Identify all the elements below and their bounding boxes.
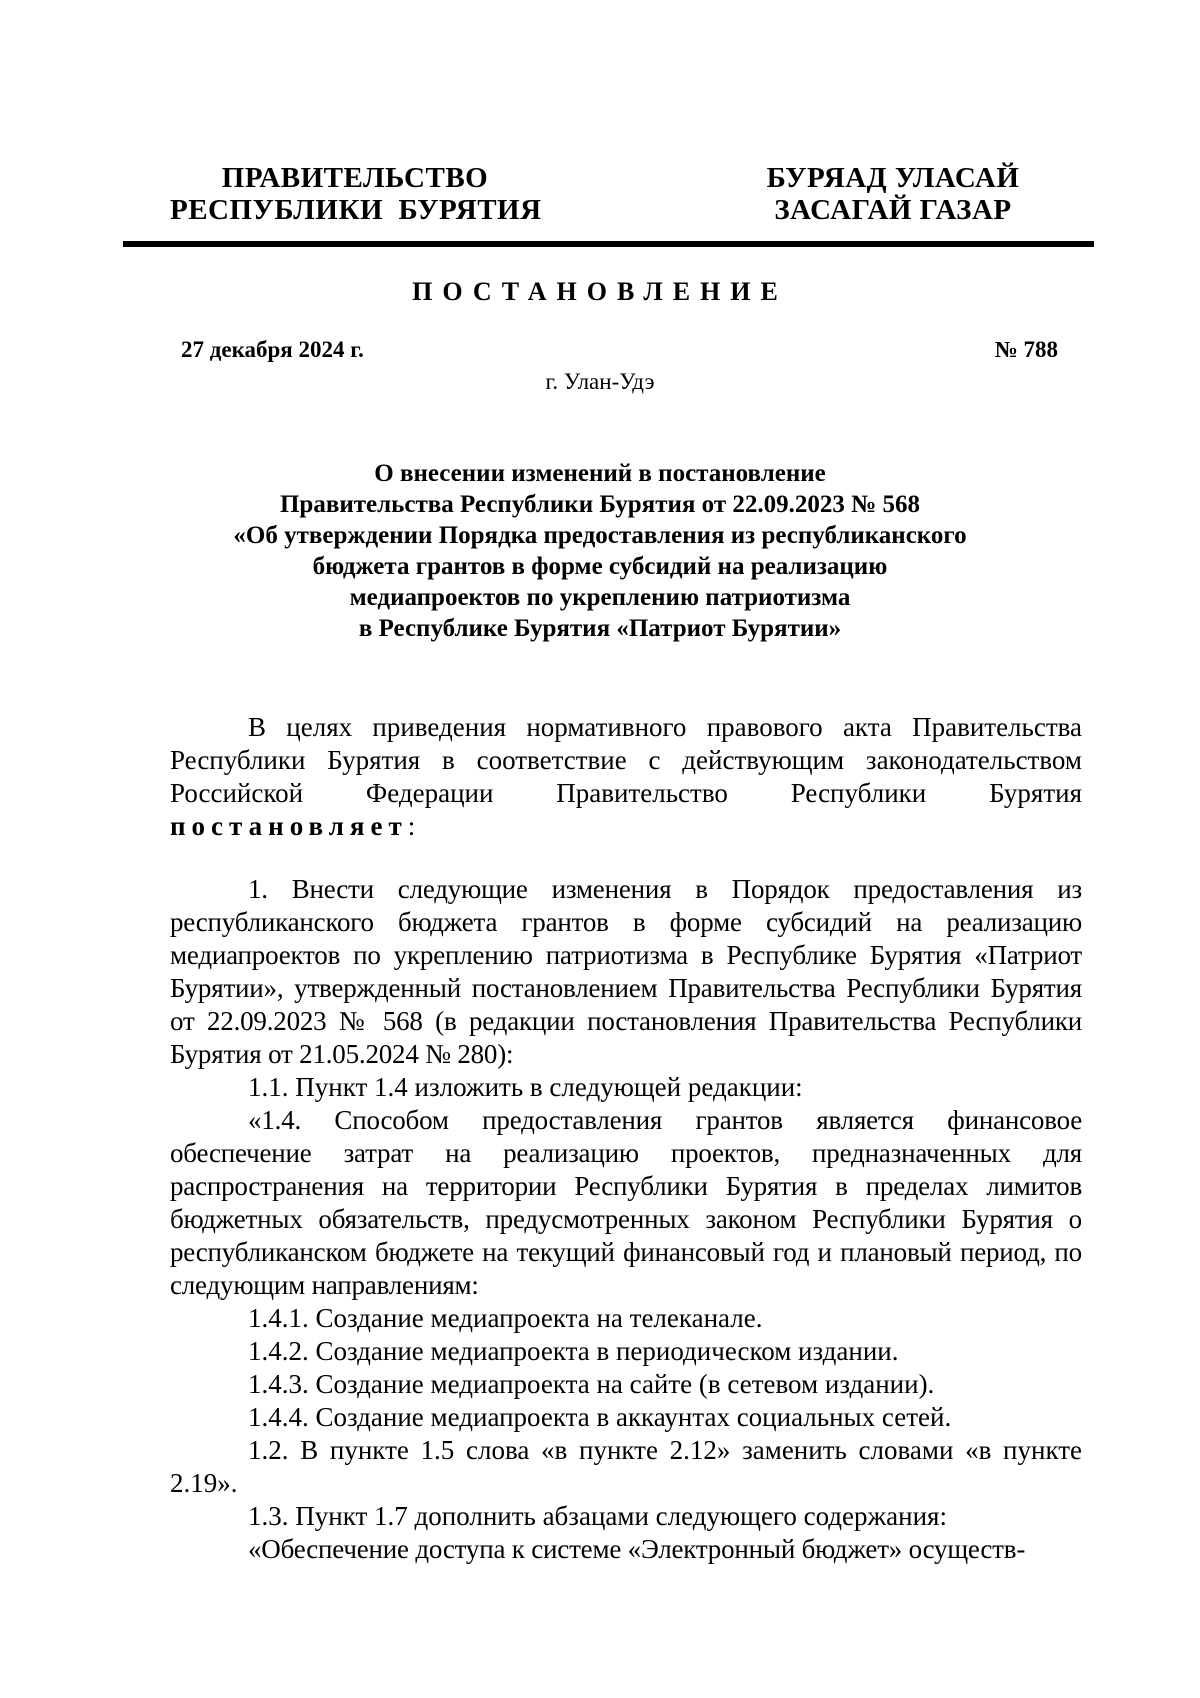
body-paragraph: «1.4. Способом предоставления грантов является финансовое обеспечение затрат на реализацию проектов, предназначенных для распространения на территории Республики Бурятия в пределах лимитов бюджетных обязательств, предусмотренных законом Республики Бурятия о республиканском бюджете на текущий финансовый год и плановый период, по следующим направлениям: (170, 1105, 1082, 1300)
issuer-line-1: ПРАВИТЕЛЬСТВО (221, 162, 489, 194)
document-date: 27 декабря 2024 г. (181, 337, 364, 362)
preamble-paragraph (170, 711, 1082, 843)
issuer-name-russian (170, 162, 540, 226)
document-type: ПОСТАНОВЛЕНИЕ (412, 277, 788, 306)
title-line: О внесении изменений в постановление (374, 460, 826, 487)
body-paragraph: 1.3. Пункт 1.7 дополнить абзацами следующего содержания: (248, 1501, 947, 1531)
preamble-text: В целях приведения нормативного правового акта Правительства Республики Бурятия в соответствие с действующим законодательством Российской Федерации Правительство Республики Бурятия (170, 712, 1082, 808)
document-number: № 788 (994, 337, 1058, 362)
document-body (170, 711, 1082, 1566)
body-paragraph: 1. Внести следующие изменения в Порядок предоставления из республиканского бюджета грантов в форме субсидий на реализацию медиапроектов по укреплению патриотизма в Республике Бурятия «Патриот Бурятии», утвержденный постановлением Правительства Республики Бурятия от 22.09.2023 № 568 (в редакции постановления Правительства Республики Бурятия от 21.05.2024 № 280): (170, 874, 1082, 1069)
header-divider (123, 241, 1094, 247)
body-paragraph: 1.4.3. Создание медиапроекта на сайте (в сетевом издании). (248, 1369, 935, 1399)
body-paragraph: 1.2. В пункте 1.5 слова «в пункте 2.12» заменить словами «в пункте 2.19». (170, 1435, 1082, 1498)
title-line: «Об утверждении Порядка предоставления из республиканского (233, 522, 967, 549)
issuer-buryat-line-1: БУРЯАД УЛАСАЙ (766, 162, 1020, 194)
document-title (150, 458, 1050, 644)
issuer-name-buryat (738, 162, 1048, 226)
title-line: в Республике Бурятия «Патриот Бурятии» (358, 615, 842, 642)
document-city: г. Улан-Удэ (545, 369, 655, 394)
body-paragraph: 1.1. Пункт 1.4 изложить в следующей редакции: (248, 1072, 803, 1102)
issuer-buryat-line-2: ЗАСАГАЙ ГАЗАР (774, 194, 1012, 226)
preamble-end: : (407, 811, 416, 841)
body-paragraph: 1.4.2. Создание медиапроекта в периодическом издании. (248, 1336, 899, 1366)
issuer-line-2: РЕСПУБЛИКИ БУРЯТИЯ (170, 194, 542, 226)
decree-word: постановляет (170, 811, 408, 841)
title-line: медиапроектов по укреплению патриотизма (349, 584, 851, 611)
title-line: бюджета грантов в форме субсидий на реализацию (312, 553, 888, 580)
title-line: Правительства Республики Бурятия от 22.09.2023 № 568 (279, 491, 920, 518)
body-paragraph: 1.4.4. Создание медиапроекта в аккаунтах социальных сетей. (248, 1402, 952, 1432)
body-paragraph: 1.4.1. Создание медиапроекта на телеканале. (248, 1303, 763, 1333)
body-paragraph: «Обеспечение доступа к системе «Электронный бюджет» осуществ- (248, 1534, 1026, 1564)
